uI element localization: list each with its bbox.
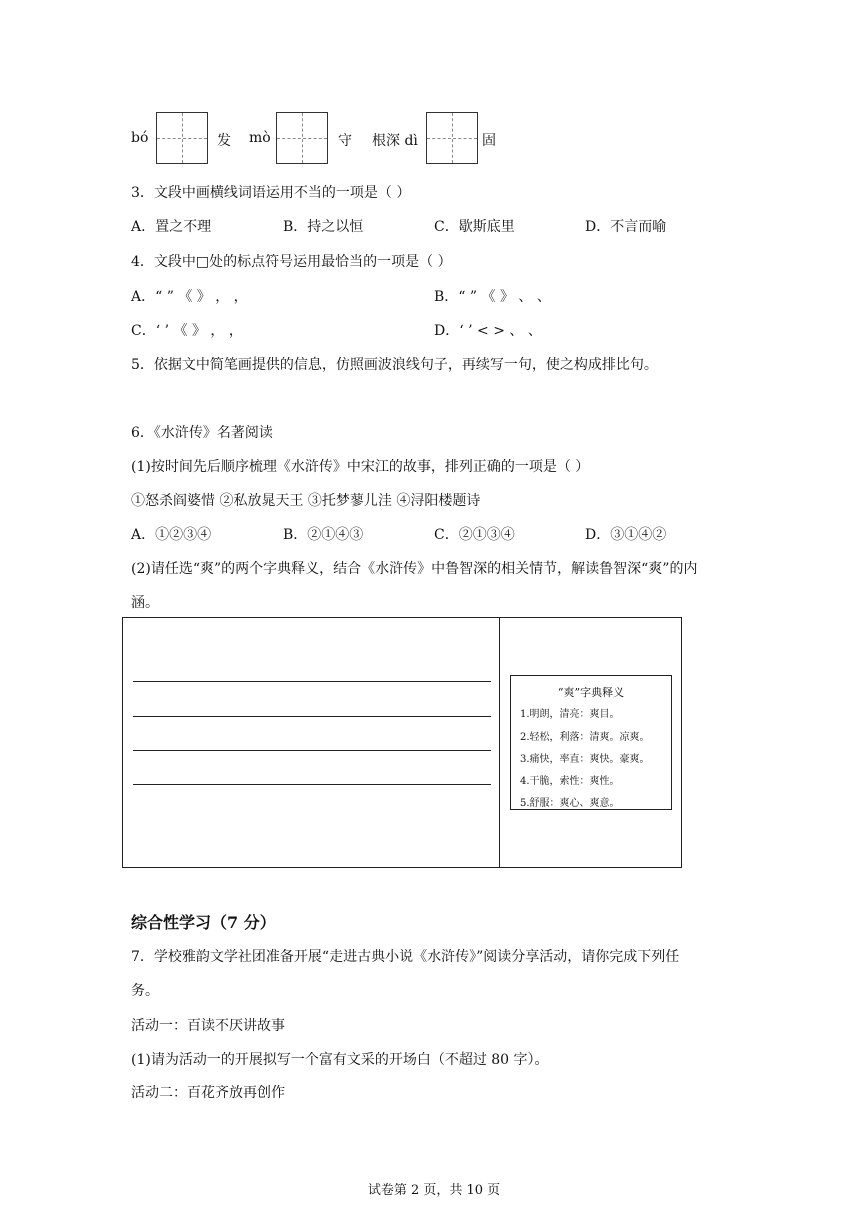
- answer-line-3[interactable]: [133, 750, 491, 751]
- table-divider: [499, 617, 500, 868]
- q6-title: 6．《水浒传》名著阅读: [131, 425, 273, 441]
- activity-1: 活动一：百读不厌讲故事: [131, 1018, 285, 1034]
- char-box-2[interactable]: [276, 112, 328, 164]
- q6-sub1: (1)按时间先后顺序梳理《水浒传》中宋江的故事，排列正确的一项是（ ）: [131, 459, 590, 475]
- q6-option-c[interactable]: C．②①③④: [434, 527, 515, 543]
- q7-line2: 务。: [131, 983, 159, 999]
- q5-stem: 5．依据文中简笔画提供的信息，仿照画波浪线句子，再续写一句，使之构成排比句。: [131, 357, 658, 373]
- char-shou: 守: [338, 133, 352, 149]
- q4-option-c[interactable]: C．‘ ’ 《 》 ， ，: [131, 323, 243, 339]
- dictionary-item: 2.轻松，利落：清爽。凉爽。: [520, 732, 650, 743]
- answer-line-4[interactable]: [133, 784, 491, 785]
- char-box-1[interactable]: [156, 112, 208, 164]
- dictionary-item: 1.明朗，清亮：爽目。: [520, 709, 620, 720]
- q4-option-b[interactable]: B．“ ” 《 》 、 、: [434, 289, 551, 305]
- q3-option-b[interactable]: B．持之以恒: [283, 219, 364, 235]
- q7-line1: 7．学校雅韵文学社团准备开展“走进古典小说《水浒传》”阅读分享活动，请你完成下列任: [131, 949, 680, 965]
- q4-option-d[interactable]: D．‘ ’ < > 、 、: [434, 323, 542, 339]
- q4-stem: 4．文段中□处的标点符号运用最恰当的一项是（ ）: [131, 254, 452, 270]
- answer-line-2[interactable]: [133, 716, 491, 717]
- char-fa: 发: [217, 133, 231, 149]
- dictionary-item: 3.痛快，率直：爽快。豪爽。: [520, 754, 650, 765]
- q3-option-d[interactable]: D．不言而喻: [585, 219, 667, 235]
- q6-sub2-line2: 涵。: [131, 595, 159, 611]
- q4-option-a[interactable]: A．“ ” 《 》 ， ，: [131, 289, 248, 305]
- pinyin-di: 根深 dì: [372, 133, 418, 149]
- dictionary-item: 5.舒服：爽心、爽意。: [520, 798, 620, 809]
- pinyin-mo: mò: [249, 130, 271, 146]
- q6-option-a[interactable]: A．①②③④: [131, 527, 212, 543]
- q3-option-c[interactable]: C．歇斯底里: [434, 219, 515, 235]
- section-title: 综合性学习（7 分）: [131, 913, 276, 932]
- q3-stem: 3．文段中画横线词语运用不当的一项是（ ）: [131, 185, 411, 201]
- answer-line-1[interactable]: [133, 681, 491, 682]
- q6-option-b[interactable]: B．②①④③: [283, 527, 364, 543]
- q6-option-d[interactable]: D．③①④②: [585, 527, 667, 543]
- q3-option-a[interactable]: A．置之不理: [131, 219, 212, 235]
- activity-2: 活动二：百花齐放再创作: [131, 1085, 285, 1101]
- page-footer: 试卷第 2 页，共 10 页: [367, 1183, 501, 1198]
- dictionary-title: “爽”字典释义: [557, 686, 625, 699]
- pinyin-bo: bó: [131, 130, 149, 146]
- q6-events: ①怒杀阎婆惜 ②私放晁天王 ③托梦蓼儿洼 ④浔阳楼题诗: [131, 493, 481, 509]
- activity-1-question: (1)请为活动一的开展拟写一个富有文采的开场白（不超过 80 字）。: [131, 1052, 549, 1068]
- dictionary-box: [510, 675, 672, 810]
- q6-sub2-line1: (2)请任选“爽”的两个字典释义，结合《水浒传》中鲁智深的相关情节，解读鲁智深“爽”的内: [131, 561, 698, 577]
- char-gu: 固: [482, 133, 496, 149]
- char-box-3[interactable]: [426, 112, 478, 164]
- dictionary-item: 4.干脆，索性：爽性。: [520, 776, 620, 787]
